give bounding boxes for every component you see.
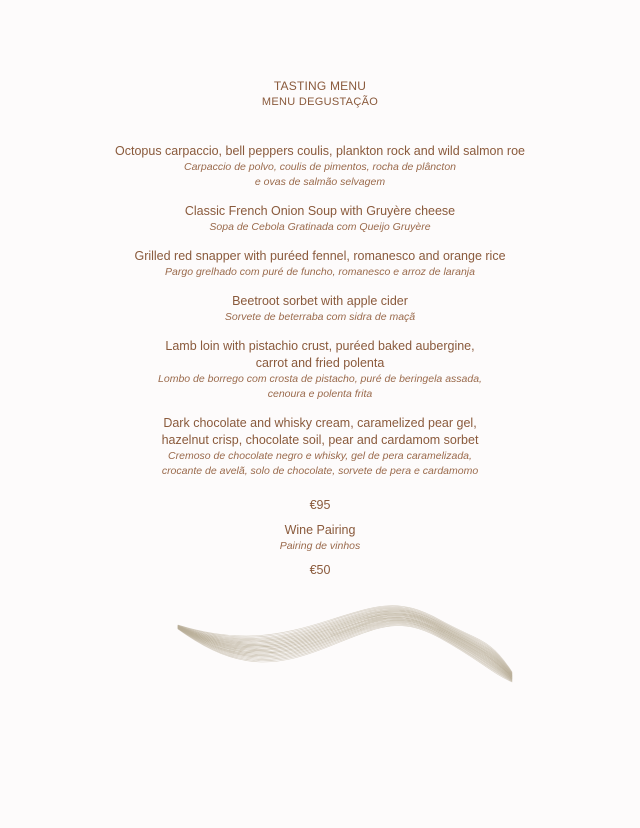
menu-title: TASTING MENU	[273, 79, 367, 93]
course-item	[0, 415, 640, 479]
course-item	[0, 338, 640, 402]
course-item	[0, 293, 640, 325]
pricing-section	[0, 497, 640, 579]
course-name-en: Classic French Onion Soup with Gruyère cheese	[184, 204, 456, 218]
course-name-en: Octopus carpaccio, bell peppers coulis, plankton rock and wild salmon roe	[115, 144, 525, 158]
ornament-line	[178, 620, 512, 679]
course-name-pt: Carpaccio de polvo, coulis de pimentos, rocha de plâncton e ovas de salmão selvagem	[184, 161, 456, 188]
course-list	[0, 143, 640, 492]
course-name-pt: Lombo de borrego com crosta de pistacho, puré de beringela assada, cenoura e polenta frita	[158, 373, 482, 400]
course-item	[0, 203, 640, 235]
course-name-pt: Cremoso de chocolate negro e whisky, gel de pera caramelizada, crocante de avelã, solo de chocolate, sorvete de pera e cardamomo	[161, 450, 479, 477]
course-name-pt: Sopa de Cebola Gratinada com Queijo Gruyère	[209, 221, 431, 233]
course-name-en: Beetroot sorbet with apple cider	[232, 294, 408, 308]
course-item	[0, 248, 640, 280]
wine-pairing-label-pt: Pairing de vinhos	[279, 540, 361, 552]
course-name-pt: Sorvete de beterraba com sidra de maçã	[224, 311, 416, 323]
course-name-en: Grilled red snapper with puréed fennel, romanesco and orange rice	[134, 249, 506, 263]
menu-subtitle: MENU DEGUSTAÇÃO	[261, 96, 379, 108]
ornament-line	[178, 616, 512, 677]
course-item	[0, 143, 640, 190]
menu-price: €95	[309, 498, 331, 512]
wave-line-ornament-icon	[170, 605, 520, 695]
menu-header	[0, 78, 640, 110]
wine-pairing	[0, 522, 640, 554]
course-name-en: Dark chocolate and whisky cream, caramelized pear gel, hazelnut crisp, chocolate soil, pear and cardamom sorbet	[161, 416, 479, 447]
course-name-en: Lamb loin with pistachio crust, puréed baked aubergine, carrot and fried polenta	[165, 339, 475, 370]
wine-pairing-price: €50	[309, 563, 331, 577]
wine-pairing-label-en: Wine Pairing	[284, 523, 356, 537]
course-name-pt: Pargo grelhado com puré de funcho, romanesco e arroz de laranja	[165, 266, 475, 278]
